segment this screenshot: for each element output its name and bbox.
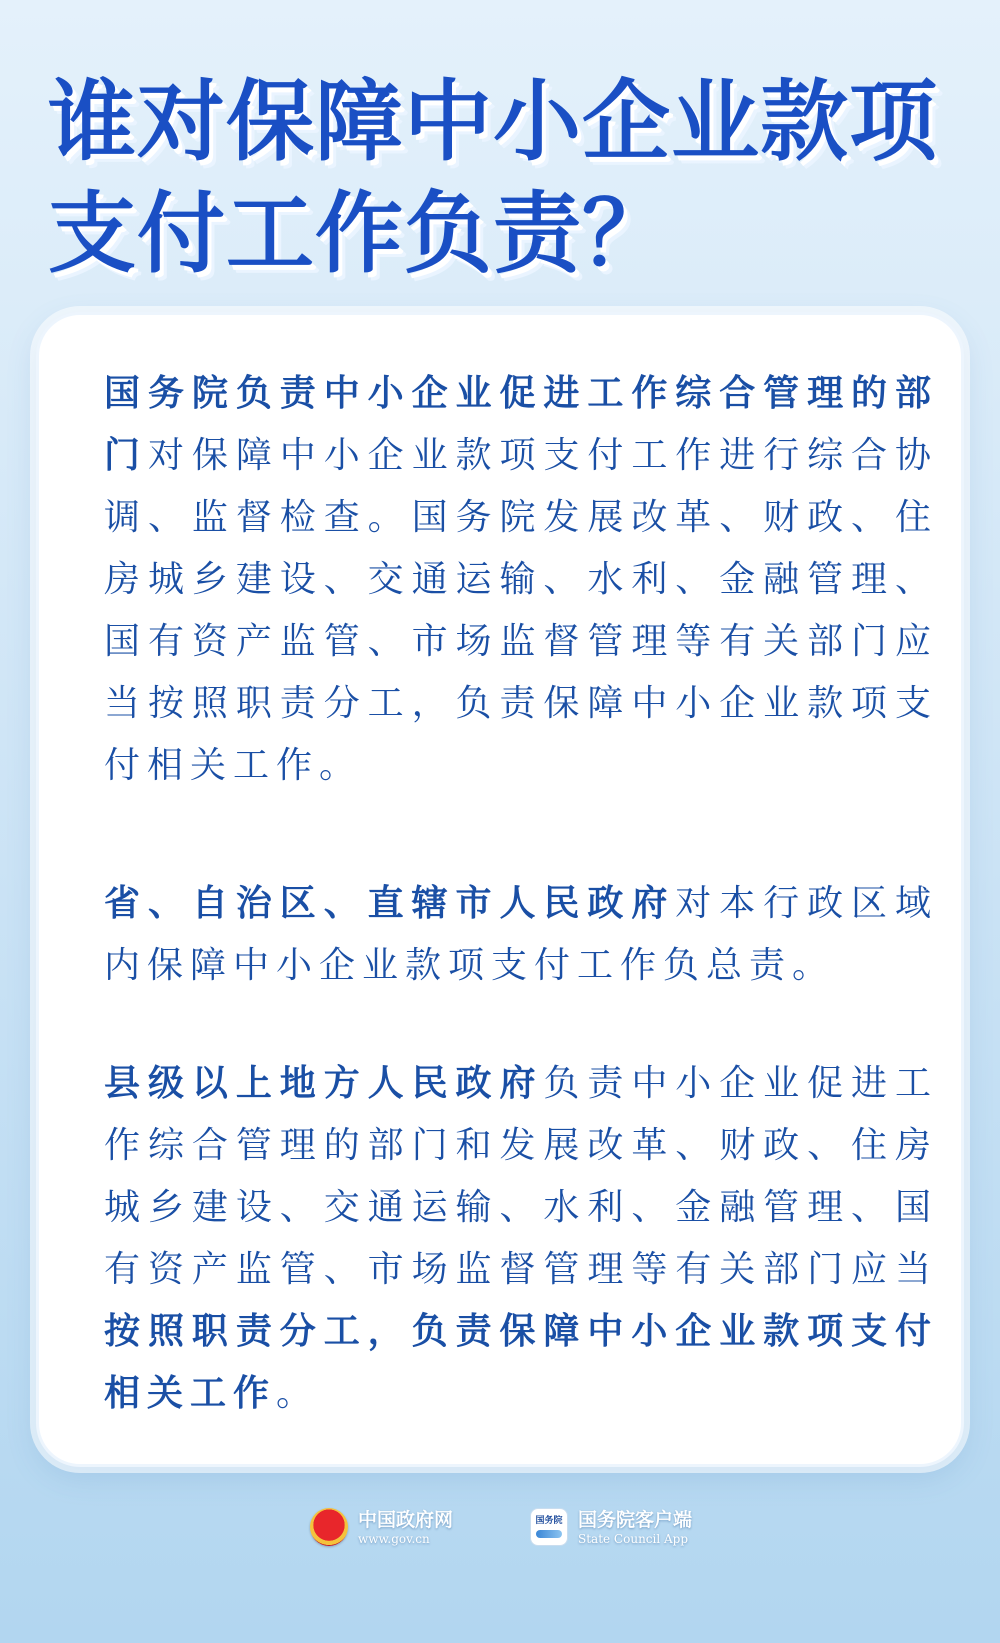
- paragraph-3-bold-tail: 按照职责分工，负责保障中小企业款项支付相关工作: [104, 1311, 938, 1414]
- gov-website-name: 中国政府网: [358, 1509, 454, 1531]
- paragraph-3-text: 负责中小企业促进工作综合管理的部门和发展改革、财政、住房城乡建设、交通运输、水利、金融管理、国有资产监管、市场监督管理等有关部门应当: [104, 1063, 938, 1290]
- gov-website-logo: [310, 1508, 453, 1546]
- paragraph-3-bold-lead: 县级以上地方人民政府: [104, 1063, 544, 1104]
- footer: [0, 1504, 1000, 1564]
- paragraph-2-bold-lead: 省、自治区、直辖市人民政府: [104, 883, 676, 924]
- state-council-app-logo: [530, 1508, 692, 1546]
- paragraph-1-text: 对保障中小企业款项支付工作进行综合协调、监督检查。国务院发展改革、财政、住房城乡建设、交通运输、水利、金融管理、国有资产监管、市场监督管理等有关部门应当按照职责分工，负责保障中小企业款项支付相关工作。: [104, 435, 938, 786]
- title-line-2: 支付工作负责？: [48, 182, 672, 285]
- paragraph-2-text: 对本行政区域内保障中小企业款项支付工作负总责。: [104, 883, 938, 986]
- paragraph-provincial-government: [104, 873, 938, 997]
- state-council-app-icon: [530, 1508, 568, 1546]
- page-title: [48, 66, 968, 290]
- national-emblem-icon: [310, 1508, 348, 1546]
- app-name: 国务院客户端: [578, 1509, 693, 1531]
- paragraph-state-council: [104, 363, 938, 797]
- paragraph-1-bold-lead: 国务院负责中小企业促进工作综合管理的部门: [104, 373, 938, 476]
- paragraph-county-government: [104, 1053, 938, 1425]
- app-english-name: State Council App: [578, 1532, 689, 1546]
- gov-website-url: www.gov.cn: [358, 1532, 430, 1546]
- title-line-1: 谁对保障中小企业款项: [48, 70, 939, 173]
- paragraph-3-end: 。: [276, 1373, 320, 1414]
- content-card: [36, 312, 964, 1467]
- app-icon-text: 国务院: [535, 1516, 563, 1526]
